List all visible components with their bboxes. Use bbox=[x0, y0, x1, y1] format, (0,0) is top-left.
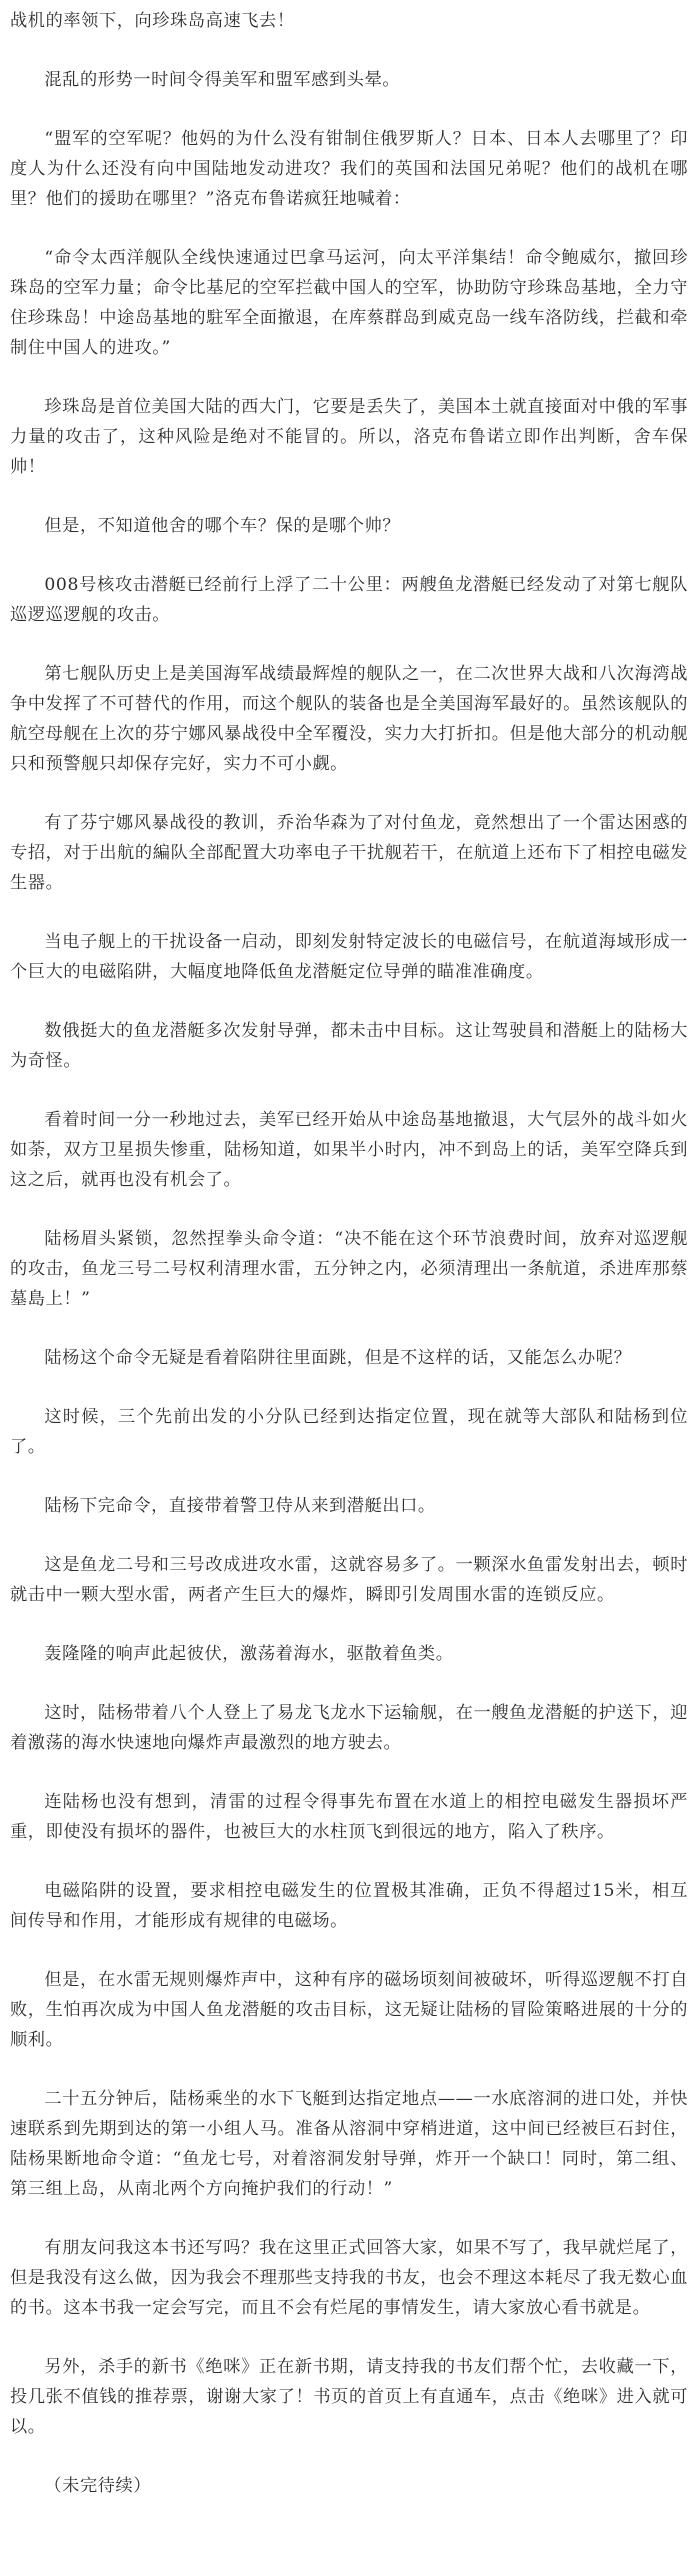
paragraph-4: “命令太西洋舰队全线快速通过巴拿马运河，向太平洋集结！命令鲍威尔，撤回珍珠岛的空军力量；命令比基尼的空军拦截中国人的空军，协助防守珍珠岛基地，全力守住珍珠岛！中途岛基地的駐军全面撤退，在库蔡群岛到威克岛一线车洛防线，拦截和牵制住中国人的进攻。” bbox=[10, 248, 688, 358]
paragraph-15: 这时候，三个先前出发的小分队已经到达指定位置，现在就等大部队和陆杨到位了。 bbox=[10, 1407, 688, 1457]
to-be-continued: （未完待续） bbox=[44, 2476, 152, 2496]
paragraph-21: 电磁陷阱的设置，要求相控电磁发生的位置极其准确，正负不得超过15米，相互间传导和作用，才能形成有规律的电磁场。 bbox=[10, 1881, 688, 1931]
paragraph-18: 轰隆隆的响声此起彼伏，激荡着海水，驱散着鱼类。 bbox=[44, 1644, 454, 1664]
paragraph-10: 当电子舰上的干扰设备一启动，即刻发射特定波长的电磁信号，在航道海域形成一个巨大的电磁陷阱，大幅度地降低鱼龙潜艇定位导弹的瞄准准确度。 bbox=[10, 932, 688, 982]
paragraph-5: 珍珠岛是首位美国大陆的西大门，它要是丢失了，美国本土就直接面对中俄的军事力量的攻击了，这种风险是绝对不能冒的。所以，洛克布鲁诺立即作出判断，舍车保帅！ bbox=[10, 397, 688, 477]
paragraph-11: 数俄挺大的鱼龙潜艇多次发射导弹，都未击中目标。这让驾驶員和潜艇上的陆杨大为奇怪。 bbox=[10, 1021, 688, 1071]
paragraph-16: 陆杨下完命令，直接带着警卫侍从来到潜艇出口。 bbox=[44, 1496, 436, 1516]
paragraph-1: 战机的率领下，向珍珠岛高速飞去！ bbox=[10, 11, 295, 31]
paragraph-19: 这时，陆杨带着八个人登上了易龙飞龙水下运输舰，在一艘鱼龙潜艇的护送下，迎着激荡的海水快速地向爆炸声最激烈的地方驶去。 bbox=[10, 1703, 688, 1753]
paragraph-12: 看着时间一分一秒地过去，美军已经开始从中途岛基地撤退，大气层外的战斗如火如荼，双方卫星损失惨重，陆杨知道，如果半小时内，冲不到岛上的话，美军空降兵到这之后，就再也没有机会了。 bbox=[10, 1110, 688, 1190]
paragraph-22: 但是，在水雷无规则爆炸声中，这种有序的磁场顷刻间被破坏，听得巡逻舰不打自败，生怕再次成为中国人鱼龙潜艇的攻击目标，这无疑让陆杨的冒险策略进展的十分的顺利。 bbox=[10, 1970, 688, 2050]
paragraph-20: 连陆杨也没有想到，清雷的过程令得事先布置在水道上的相控电磁发生器损坏严重，即使没有损坏的器件，也被巨大的水柱顶飞到很远的地方，陷入了秩序。 bbox=[10, 1792, 688, 1842]
paragraph-6: 但是，不知道他舍的哪个车？保的是哪个帅？ bbox=[44, 516, 401, 536]
author-note-1: 有朋友问我这本书还写吗？我在这里正式回答大家，如果不写了，我早就烂尾了，但是我没有这么做，因为我会不理那些支持我的书友，也会不理这本耗尽了我无数心血的书。这本书我一定会写完，而且不会有烂尾的事情发生，请大家放心看书就是。 bbox=[10, 2238, 688, 2318]
paragraph-13: 陆杨眉头紧锁，忽然捏拳头命令道：“决不能在这个环节浪费时间，放弃对巡逻舰的攻击，鱼龙三号二号权利清理水雷，五分钟之内，必须清理出一条航道，杀进库那蔡墓島上！” bbox=[10, 1229, 688, 1309]
paragraph-8: 第七舰队历史上是美国海军战绩最辉煌的舰队之一，在二次世界大战和八次海湾战争中发挥了不可替代的作用，而这个舰队的装备也是全美国海军最好的。虽然该舰队的航空母舰在上次的芬宁娜风暴战役中全军覆没，实力大打折扣。但是他大部分的机动舰只和预警舰只却保存完好，实力不可小觑。 bbox=[10, 664, 688, 774]
paragraph-23: 二十五分钟后，陆杨乘坐的水下飞艇到达指定地点——一水底溶洞的进口处，并快速联系到先期到达的第一小组人马。准备从溶洞中穿梢进道，这中间已经被巨石封住，陆杨果断地命令道：“鱼龙七号，对着溶洞发射导弹，炸开一个缺口！同时，第二组、第三组上岛，从南北两个方向掩护我们的行动！” bbox=[10, 2089, 688, 2199]
paragraph-3: “盟军的空军呢？他妈的为什么没有钳制住俄罗斯人？日本、日本人去哪里了？印度人为什么还没有向中国陆地发动进攻？我们的英国和法国兄弟呢？他们的战机在哪里？他们的援助在哪里？”洛克布鲁诺疯狂地喊着： bbox=[10, 129, 688, 209]
author-note-2: 另外，杀手的新书《绝咪》正在新书期，请支持我的书友们帮个忙，去收藏一下，投几张不值钱的推荐票，谢谢大家了！书页的首页上有直通车，点击《绝咪》进入就可以。 bbox=[10, 2357, 688, 2437]
paragraph-14: 陆杨这个命令无疑是看着陷阱往里面跳，但是不这样的话，又能怎么办呢？ bbox=[44, 1348, 632, 1368]
paragraph-2: 混乱的形势一时间令得美军和盟军感到头晕。 bbox=[44, 70, 401, 90]
paragraph-9: 有了芬宁娜风暴战役的教训，乔治华森为了对付鱼龙，竟然想出了一个雷达困惑的专招，对于出航的編队全部配置大功率电子干扰舰若干，在航道上还布下了相控电磁发生器。 bbox=[10, 813, 688, 893]
paragraph-17: 这是鱼龙二号和三号改成进攻水雷，这就容易多了。一颗深水鱼雷发射出去，顿时就击中一颗大型水雷，两者产生巨大的爆炸，瞬即引发周围水雷的连锁反应。 bbox=[10, 1555, 688, 1605]
paragraph-7: 008号核攻击潜艇已经前行上浮了二十公里：两艘鱼龙潜艇已经发动了对第七舰队巡逻巡逻舰的攻击。 bbox=[10, 575, 688, 625]
